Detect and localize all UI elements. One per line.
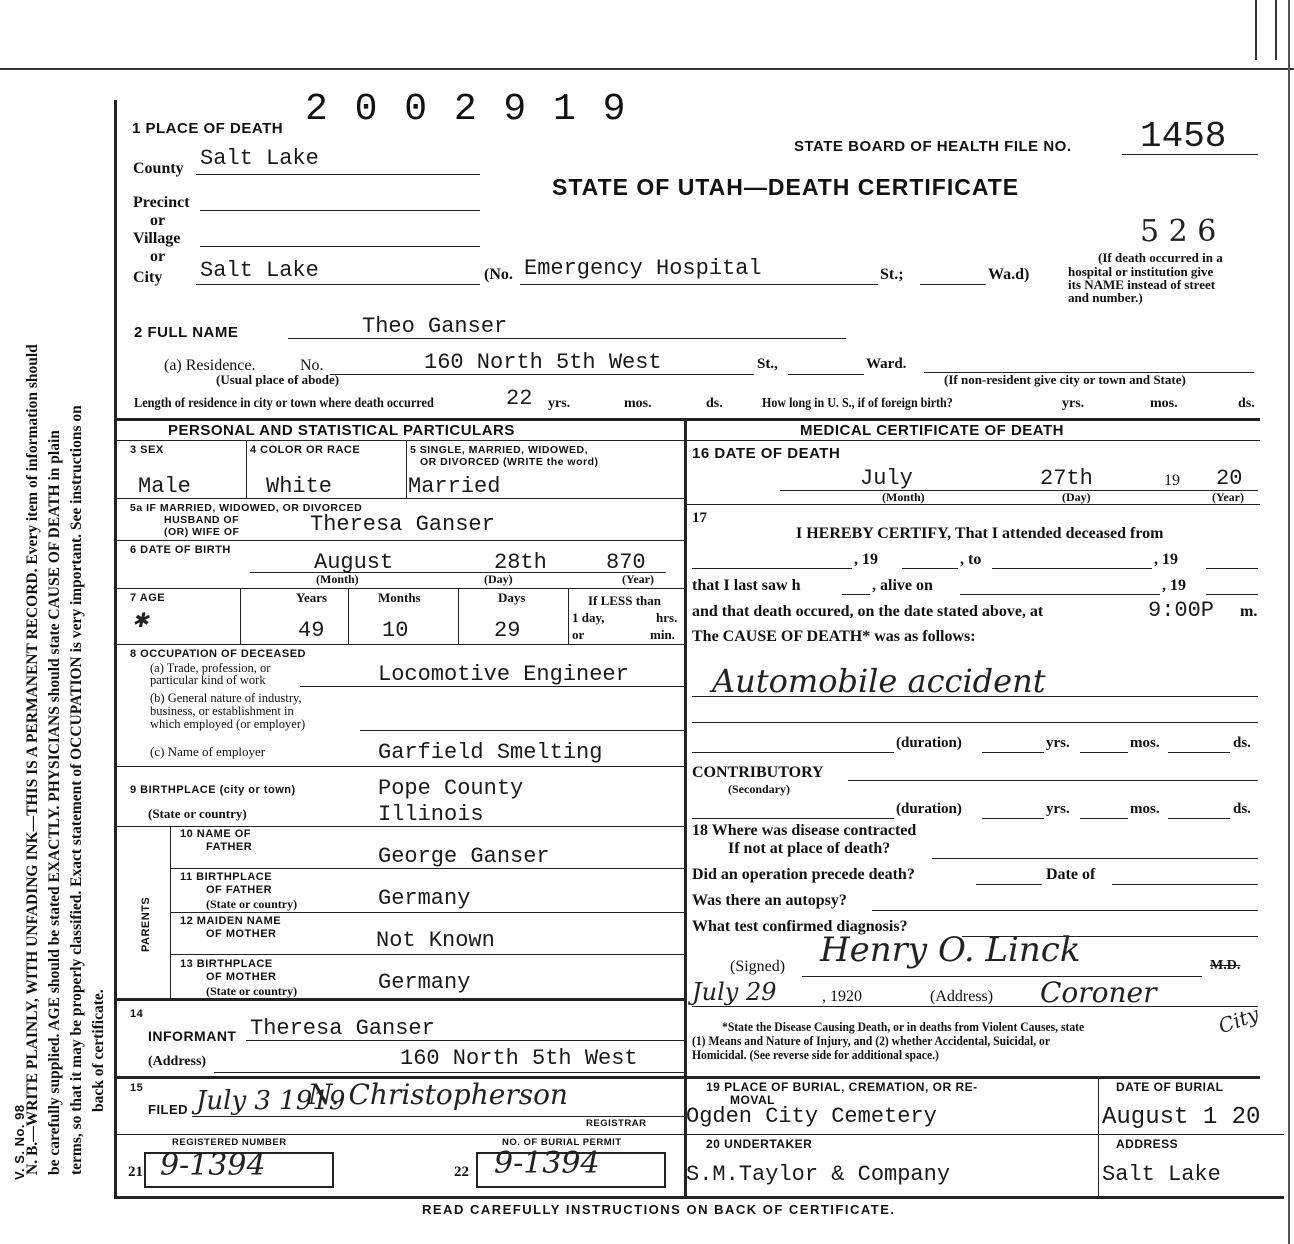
occupation-a-label: particular kind of work <box>150 673 266 687</box>
undertaker-value: S.M.Taylor & Company <box>686 1162 951 1187</box>
death-century: 19 <box>1164 472 1180 489</box>
parents-label: PARENTS <box>140 896 152 952</box>
usual-abode-caption: (Usual place of abode) <box>216 372 340 387</box>
medical-heading: MEDICAL CERTIFICATE OF DEATH <box>800 422 1064 439</box>
years-caption: yrs. <box>1046 801 1070 817</box>
margin-instruction-line4: back of certificate. <box>90 989 107 1112</box>
dob-year: 870 <box>606 550 646 575</box>
sex-value: Male <box>138 474 191 499</box>
village-label: Village <box>133 230 181 247</box>
burial-permit-field-number: 22 <box>454 1164 469 1180</box>
less-than-day-label: If LESS than <box>588 593 661 608</box>
residence-label: (a) Residence. <box>164 357 256 374</box>
burial-date-value: August 1 20 <box>1102 1104 1261 1131</box>
sex-label: 3 SEX <box>130 444 164 456</box>
cause-footnote: *State the Disease Causing Death, or in deaths from Violent Causes, state <box>722 1020 1085 1034</box>
occupation-value: Locomotive Engineer <box>378 662 629 687</box>
county-value: Salt Lake <box>200 146 319 171</box>
certify-to-label: , to <box>960 551 982 568</box>
residence-value: 160 North 5th West <box>424 350 662 375</box>
cause-footnote: (1) Means and Nature of Injury, and (2) whether Accidental, Suicidal, or <box>692 1034 1051 1048</box>
day-caption: (Day) <box>484 572 513 586</box>
physician-address-city: City <box>1215 1001 1262 1039</box>
year-caption: (Year) <box>622 572 654 586</box>
industry-label: (b) General nature of industry, <box>150 691 302 705</box>
father-birthplace-label: OF FATHER <box>206 884 273 896</box>
months-caption: mos. <box>624 396 652 411</box>
hospital-note-line: its NAME instead of street <box>1068 277 1216 292</box>
us-residence-label: How long in U. S., if of foreign birth? <box>762 396 953 411</box>
disease-contracted-label: If not at place of death? <box>728 840 891 857</box>
industry-label: which employed (or employer) <box>150 717 306 731</box>
spouse-value: Theresa Ganser <box>310 512 495 537</box>
years-caption: yrs. <box>1062 396 1085 411</box>
autopsy-label: Was there an autopsy? <box>692 892 847 909</box>
city-label: City <box>133 269 163 286</box>
race-value: White <box>266 474 333 499</box>
duration-label: (duration) <box>896 735 962 751</box>
or-label: or <box>150 248 166 265</box>
spouse-label: 5a IF MARRIED, WIDOWED, OR DIVORCED <box>130 502 363 514</box>
registered-number-label: REGISTERED NUMBER <box>172 1137 287 1148</box>
father-name-value: George Ganser <box>378 844 550 869</box>
month-caption: (Month) <box>316 572 359 586</box>
occupation-a-label: (a) Trade, profession, or <box>150 661 271 675</box>
dob-day: 28th <box>494 550 547 575</box>
signature-year: , 1920 <box>822 988 862 1005</box>
filed-date: July 3 1919 <box>196 1086 346 1116</box>
mother-birthplace-label: 13 BIRTHPLACE <box>180 958 273 970</box>
precinct-label: Precinct <box>133 194 190 211</box>
death-year: 20 <box>1216 466 1243 491</box>
burial-permit-label: NO. OF BURIAL PERMIT <box>502 1137 622 1148</box>
item-17-number: 17 <box>692 510 707 526</box>
certify-from-year: , 19 <box>854 551 878 568</box>
cause-of-death-value: Automobile accident <box>712 662 1046 700</box>
age-months: 10 <box>382 618 409 643</box>
father-birthplace-label: 11 BIRTHPLACE <box>180 871 273 883</box>
county-label: County <box>133 160 184 177</box>
death-month: July <box>860 466 913 491</box>
marital-label: OR DIVORCED (WRITE the word) <box>420 456 599 468</box>
marital-label: 5 SINGLE, MARRIED, WIDOWED, <box>410 444 589 456</box>
registrar-signature: N. Christopherson <box>308 1078 568 1111</box>
age-checkmark: ✱ <box>132 608 149 632</box>
informant-address-value: 160 North 5th West <box>400 1046 638 1071</box>
contributory-label: CONTRIBUTORY <box>692 764 824 781</box>
father-birthplace-label: (State or country) <box>206 897 298 911</box>
full-name-label: 2 FULL NAME <box>134 324 239 341</box>
death-time-label: and that death occured, on the date stated above, at <box>692 603 1044 620</box>
handwritten-note: 5 2 6 <box>1140 214 1217 249</box>
age-days: 29 <box>494 618 521 643</box>
test-label: What test confirmed diagnosis? <box>692 918 908 935</box>
signed-label: (Signed) <box>730 958 786 975</box>
months-caption: mos. <box>1150 396 1178 411</box>
employer-label: (c) Name of employer <box>150 744 266 759</box>
undertaker-label: 20 UNDERTAKER <box>706 1137 813 1151</box>
burial-place-label: MOVAL <box>730 1093 775 1107</box>
date-of-death-label: 16 DATE OF DEATH <box>692 445 841 462</box>
mother-birthplace-label: OF MOTHER <box>206 971 277 983</box>
hospital-note-line: (If death occurred in a <box>1098 250 1223 265</box>
place-of-death-label: 1 PLACE OF DEATH <box>132 120 284 137</box>
informant-address-label: (Address) <box>148 1054 207 1069</box>
days-caption: ds. <box>1233 735 1251 751</box>
informant-value: Theresa Ganser <box>250 1016 435 1041</box>
duration-label: (duration) <box>896 801 962 817</box>
registered-number-value: 9-1394 <box>160 1148 266 1183</box>
father-birthplace-value: Germany <box>378 886 471 911</box>
operation-date-label: Date of <box>1046 866 1096 883</box>
hospital-note-line: hospital or institution give <box>1068 264 1214 279</box>
md-label: M.D. <box>1210 958 1241 973</box>
cause-footnote: Homicidal. (See reverse side for additional space.) <box>692 1048 939 1062</box>
year-caption: (Year) <box>1212 490 1244 504</box>
signature-date: July 29 <box>692 978 777 1006</box>
occupation-label: 8 OCCUPATION OF DECEASED <box>130 648 306 660</box>
undertaker-address-value: Salt Lake <box>1102 1162 1221 1187</box>
margin-instruction-line1: N. B.—WRITE PLAINLY, WITH UNFADING INK—THIS IS A PERMANENT RECORD. Every item of information should <box>24 344 41 1175</box>
one-day-label: 1 day, <box>572 610 605 625</box>
minutes-label: min. <box>650 627 675 642</box>
physician-address: Coroner <box>1040 976 1157 1009</box>
hospital-note-line: and number.) <box>1068 290 1143 305</box>
day-caption: (Day) <box>1062 490 1091 504</box>
state-country-caption: (State or country) <box>148 806 247 821</box>
or-label: or <box>572 627 585 642</box>
stamp-number: 2 0 0 2 9 1 9 <box>305 88 628 131</box>
disease-contracted-label: 18 Where was disease contracted <box>692 822 917 839</box>
certificate-title: STATE OF UTAH—DEATH CERTIFICATE <box>552 174 1020 200</box>
age-years: 49 <box>298 618 325 643</box>
informant-number: 14 <box>130 1008 144 1020</box>
years-caption: yrs. <box>548 396 571 411</box>
last-saw-year: , 19 <box>1162 577 1186 594</box>
margin-instruction-line2: be carefully supplied. AGE should be stated EXACTLY. PHYSICIANS should state CAUSE OF DEATH in plain <box>46 430 63 1175</box>
registered-field-number: 21 <box>128 1164 143 1180</box>
days-caption: ds. <box>1233 801 1251 817</box>
months-caption: mos. <box>1130 735 1160 751</box>
filed-number: 15 <box>130 1082 144 1094</box>
margin-instruction-line3: terms, so that it may be properly classified. Exact statement of OCCUPATION is very important. See instructions on <box>68 405 85 1175</box>
personal-heading: PERSONAL AND STATISTICAL PARTICULARS <box>168 422 515 439</box>
hospital-value: Emergency Hospital <box>524 256 762 281</box>
hours-label: hrs. <box>656 610 678 625</box>
burial-permit-value: 9-1394 <box>494 1146 600 1181</box>
months-caption: mos. <box>1130 801 1160 817</box>
street-label: St.; <box>880 266 904 283</box>
residence-number-label: No. <box>300 357 324 374</box>
secondary-caption: (Secondary) <box>728 782 790 796</box>
dob-month: August <box>314 550 394 575</box>
length-of-residence-label: Length of residence in city or town where death occurred <box>134 396 434 411</box>
months-caption: Months <box>378 590 421 605</box>
father-name-label: FATHER <box>206 841 253 853</box>
certify-to-year: , 19 <box>1154 551 1178 568</box>
city-value: Salt Lake <box>200 258 319 283</box>
years-caption: Years <box>296 590 328 605</box>
physician-signature: Henry O. Linck <box>820 930 1081 970</box>
birthplace-city: Pope County <box>378 776 524 801</box>
mother-birthplace-value: Germany <box>378 970 471 995</box>
registrar-label: REGISTRAR <box>586 1118 647 1129</box>
birthplace-state: Illinois <box>378 802 484 827</box>
residence-ward-label: Ward. <box>866 356 907 372</box>
age-label: 7 AGE <box>130 592 166 604</box>
ward-label: Wa.d) <box>988 266 1030 283</box>
street-number-label: (No. <box>484 266 513 283</box>
spouse-label: HUSBAND OF <box>164 514 239 526</box>
father-name-label: 10 NAME OF <box>180 828 252 840</box>
death-day: 27th <box>1040 466 1093 491</box>
employer-value: Garfield Smelting <box>378 740 603 765</box>
undertaker-address-label: ADDRESS <box>1116 1137 1179 1151</box>
marital-value: Married <box>408 474 501 499</box>
burial-place-label: 19 PLACE OF BURIAL, CREMATION, OR RE- <box>706 1080 978 1094</box>
non-resident-caption: (If non-resident give city or town and State) <box>944 372 1186 387</box>
cause-of-death-label: The CAUSE OF DEATH* was as follows: <box>692 628 976 645</box>
informant-label: INFORMANT <box>148 1028 237 1044</box>
burial-date-label: DATE OF BURIAL <box>1116 1080 1224 1094</box>
industry-label: business, or establishment in <box>150 704 294 718</box>
days-caption: Days <box>498 590 526 605</box>
mother-name-value: Not Known <box>376 928 495 953</box>
vs-number: V. S. No. 98 <box>12 1104 27 1180</box>
residence-street-label: St., <box>757 356 778 372</box>
death-time-value: 9:00P <box>1148 598 1215 623</box>
file-no-label: STATE BOARD OF HEALTH FILE NO. <box>794 138 1072 155</box>
alive-on-label: , alive on <box>872 577 933 594</box>
mother-birthplace-label: (State or country) <box>206 984 298 998</box>
birthplace-label: 9 BIRTHPLACE (city or town) <box>130 784 296 796</box>
mother-name-label: OF MOTHER <box>206 928 277 940</box>
length-years-value: 22 <box>506 386 533 411</box>
certify-statement: I HEREBY CERTIFY, That I attended deceased from <box>796 525 1164 542</box>
years-caption: yrs. <box>1046 735 1070 751</box>
days-caption: ds. <box>1238 396 1255 411</box>
dob-label: 6 DATE OF BIRTH <box>130 544 231 556</box>
last-saw-label: that I last saw h <box>692 577 801 594</box>
filed-label: FILED <box>148 1102 189 1117</box>
month-caption: (Month) <box>882 490 925 504</box>
mother-name-label: 12 MAIDEN NAME <box>180 915 282 927</box>
operation-label: Did an operation precede death? <box>692 866 915 883</box>
address-label: (Address) <box>930 988 994 1005</box>
file-number: 1458 <box>1140 116 1227 157</box>
spouse-label: (OR) WIFE OF <box>164 526 240 538</box>
race-label: 4 COLOR OR RACE <box>250 444 361 456</box>
days-caption: ds. <box>706 396 723 411</box>
meridiem-label: m. <box>1240 603 1258 620</box>
full-name-value: Theo Ganser <box>362 314 508 339</box>
footer-instructions: READ CAREFULLY INSTRUCTIONS ON BACK OF CERTIFICATE. <box>422 1202 896 1217</box>
burial-place-value: Ogden City Cemetery <box>686 1104 937 1129</box>
or-label: or <box>150 212 166 229</box>
